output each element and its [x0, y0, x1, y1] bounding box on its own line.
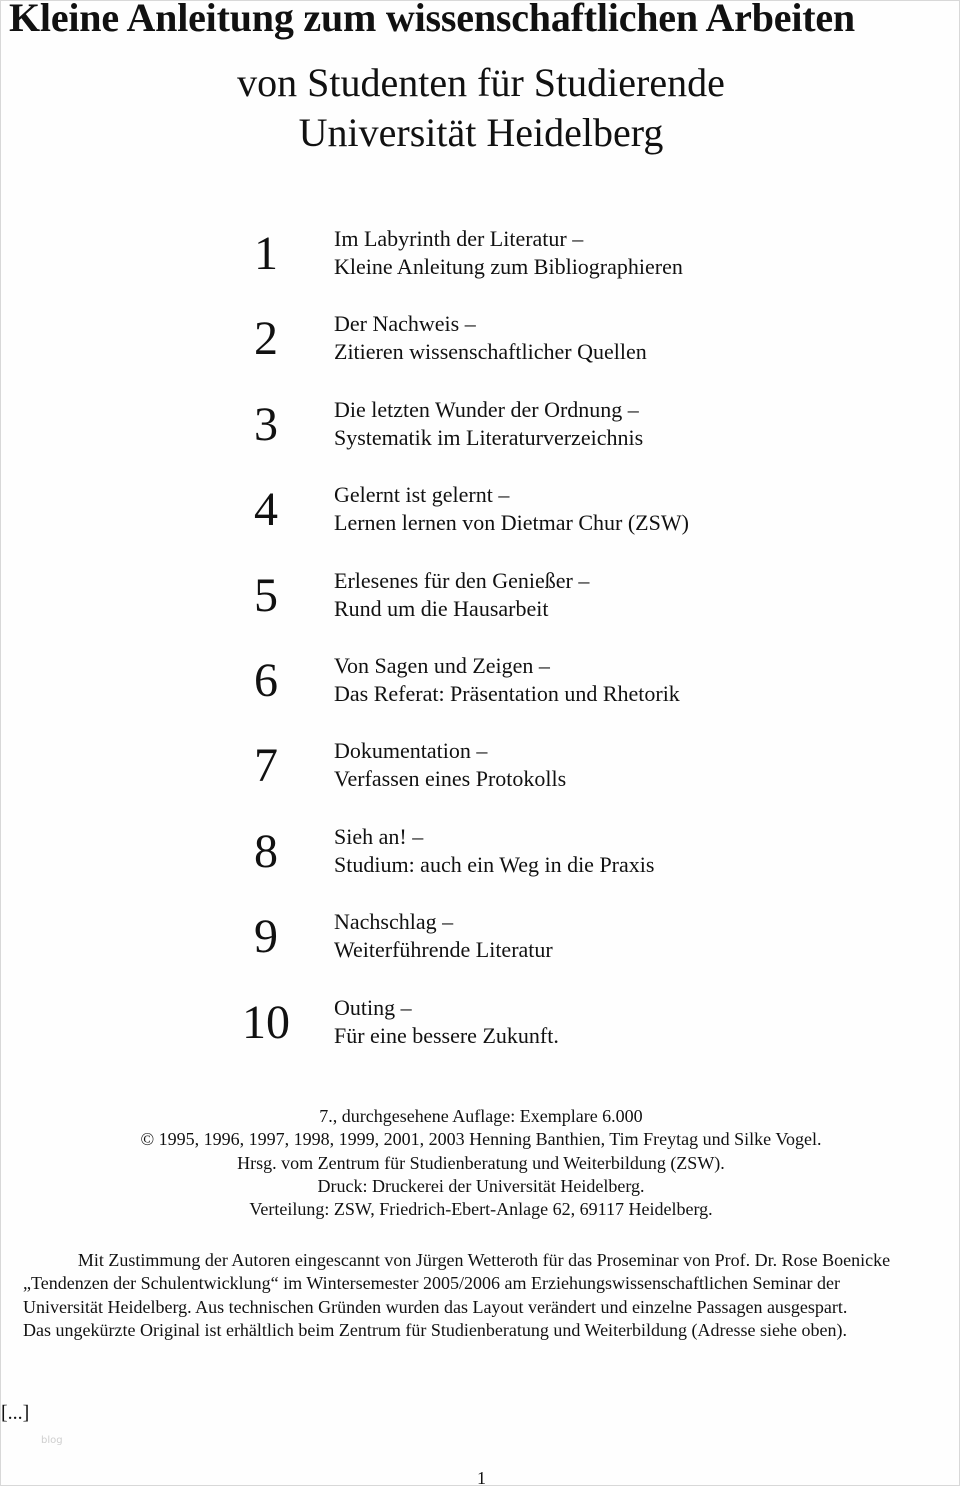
chapter-entry	[1, 738, 960, 831]
chapter-entry	[1, 824, 960, 917]
chapter-subtitle: Für eine bessere Zukunft.	[334, 1023, 559, 1048]
chapter-subtitle: Systematik im Literaturverzeichnis	[334, 425, 644, 450]
watermark-text: blog	[41, 1435, 63, 1446]
chapter-entry	[1, 482, 960, 575]
chapter-number: 8	[254, 825, 278, 878]
note-line: Das ungekürzte Original ist erhältlich beim Zentrum für Studienberatung und Weiterbildung (Adresse siehe oben).	[23, 1319, 847, 1340]
chapter-entry	[1, 226, 960, 319]
chapter-title: Im Labyrinth der Literatur –	[334, 226, 584, 251]
publisher-line: Hrsg. vom Zentrum für Studienberatung und Weiterbildung (ZSW).	[237, 1152, 725, 1173]
chapter-subtitle: Verfassen eines Protokolls	[334, 766, 567, 791]
chapter-number: 3	[254, 398, 278, 451]
chapter-number: 4	[254, 483, 278, 536]
chapter-subtitle: Kleine Anleitung zum Bibliographieren	[334, 254, 683, 279]
imprint-block	[1, 1105, 960, 1221]
chapter-subtitle: Studium: auch ein Weg in die Praxis	[334, 852, 655, 877]
chapter-entry	[1, 995, 960, 1088]
chapter-entry	[1, 568, 960, 661]
note-line: Universität Heidelberg. Aus technischen Gründen wurden das Layout verändert und einzelne Passagen ausgespart.	[23, 1296, 848, 1317]
chapter-entry	[1, 909, 960, 1002]
note-line: „Tendenzen der Schulentwicklung“ im Wintersemester 2005/2006 am Erziehungswissenschaftlichen Seminar der	[23, 1273, 840, 1294]
chapter-number: 5	[254, 569, 278, 622]
chapter-title: Der Nachweis –	[334, 311, 476, 336]
chapter-title: Erlesenes für den Genießer –	[334, 568, 590, 593]
note-line: Mit Zustimmung der Autoren eingescannt von Jürgen Wetteroth für das Proseminar von Prof. Dr. Rose Boenicke	[77, 1250, 891, 1270]
omission-marker: [...]	[1, 1402, 30, 1424]
chapter-entry	[1, 653, 960, 746]
scan-note	[23, 1249, 953, 1342]
document-subtitle: von Studenten für Studierende	[237, 60, 725, 105]
chapter-subtitle: Lernen lernen von Dietmar Chur (ZSW)	[334, 510, 689, 535]
chapter-number: 7	[254, 739, 278, 792]
university-name: Universität Heidelberg	[298, 110, 664, 155]
distribution-line: Verteilung: ZSW, Friedrich-Ebert-Anlage 62, 69117 Heidelberg.	[249, 1199, 713, 1220]
edition-line: 7., durchgesehene Auflage: Exemplare 6.000	[319, 1106, 643, 1126]
chapter-subtitle: Weiterführende Literatur	[334, 937, 553, 962]
chapter-title: Gelernt ist gelernt –	[334, 482, 510, 507]
printer-line: Druck: Druckerei der Universität Heidelberg.	[317, 1175, 645, 1196]
chapter-subtitle: Rund um die Hausarbeit	[334, 596, 549, 621]
chapter-subtitle: Zitieren wissenschaftlicher Quellen	[334, 339, 647, 364]
chapter-title: Outing –	[334, 995, 412, 1020]
chapter-number: 10	[242, 996, 290, 1049]
chapter-title: Dokumentation –	[334, 738, 488, 763]
chapter-entry	[1, 397, 960, 490]
chapter-title: Die letzten Wunder der Ordnung –	[334, 397, 639, 422]
chapter-title: Nachschlag –	[334, 909, 454, 934]
chapter-title: Von Sagen und Zeigen –	[334, 653, 550, 678]
copyright-line: © 1995, 1996, 1997, 1998, 1999, 2001, 2003 Henning Banthien, Tim Freytag und Silke Vogel.	[140, 1129, 822, 1150]
chapter-number: 1	[254, 227, 278, 280]
chapter-number: 2	[254, 312, 278, 365]
document-title: Kleine Anleitung zum wissenschaftlichen Arbeiten	[9, 0, 855, 40]
chapter-entry	[1, 311, 960, 404]
chapter-number: 9	[254, 910, 278, 963]
page-number: 1	[477, 1468, 486, 1488]
chapter-number: 6	[254, 654, 278, 707]
chapter-title: Sieh an! –	[334, 824, 424, 849]
chapter-subtitle: Das Referat: Präsentation und Rhetorik	[334, 681, 680, 706]
